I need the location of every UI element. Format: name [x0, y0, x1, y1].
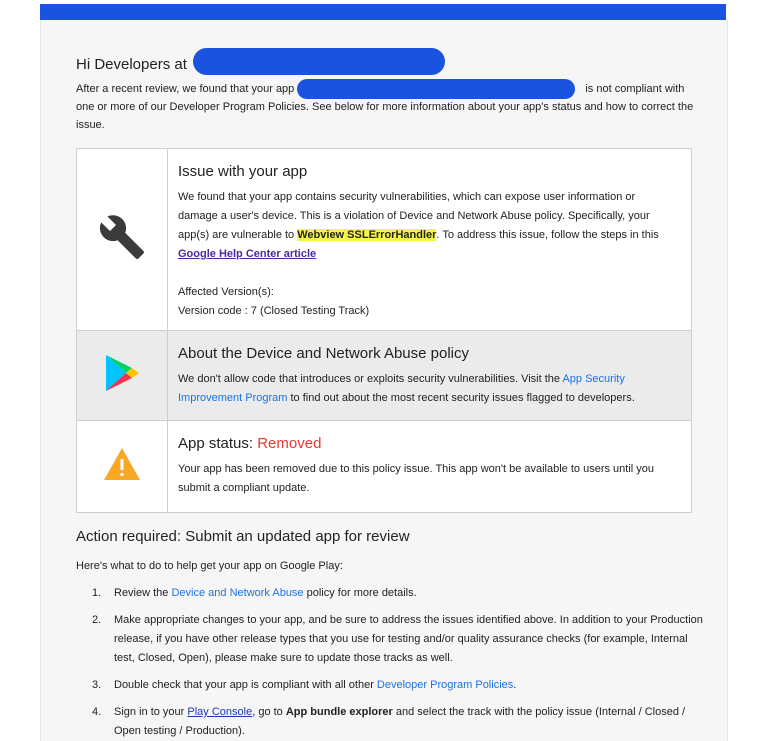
issue-title: Issue with your app — [178, 163, 308, 180]
how-to-text: Here's what to do to help get your app on Google Play: — [76, 560, 343, 572]
affected-versions: Affected Version(s): — [178, 286, 274, 298]
greeting: Hi Developers at — [76, 56, 187, 73]
issue-description: We found that your app contains security vulnerabilities, which can expose user information or damage a user's device. This is a violation of Device and Network Abuse policy. Specifically, your app(s) are vulnerable to Webview SSLErrorHandler. To address this issue, follow the steps in this Google Help Center article — [178, 191, 659, 260]
email-body — [40, 20, 728, 741]
device-network-abuse-link[interactable]: Device and Network Abuse — [171, 587, 304, 599]
list-item: 4. Sign in to your Play Console, go to App bundle explorer and select the track with the policy issue (Internal / Closed / Open testing / Production). — [92, 706, 686, 737]
intro-paragraph: After a recent review, we found that your app is not compliant with one or more of our Developer Program Policies. See below for more information about your app's status and how to correct the issue. — [76, 83, 694, 131]
redacted-developer-name — [193, 48, 445, 75]
steps-list — [76, 576, 706, 741]
version-code: Version code : 7 (Closed Testing Track) — [178, 305, 370, 317]
redacted-app-name — [297, 79, 575, 99]
developer-program-policies-link[interactable]: Developer Program Policies — [376, 679, 514, 691]
wrench-icon — [98, 213, 146, 261]
policy-description: We don't allow code that introduces or exploits security vulnerabilities. Visit the App Security Improvement Program to find out about the most recent security issues flagged to developers. — [178, 373, 635, 404]
help-center-link[interactable]: Google Help Center article — [178, 248, 317, 260]
list-item: 1. Review the Device and Network Abuse policy for more details. — [92, 587, 417, 599]
status-description: Your app has been removed due to this policy issue. This app won't be available to users until you submit a compliant update. — [178, 463, 655, 494]
policy-issue-table — [76, 148, 692, 513]
app-security-link[interactable]: App Security Improvement Program — [178, 373, 625, 404]
play-console-link[interactable]: Play Console — [187, 706, 253, 718]
status-removed: Removed — [257, 435, 322, 452]
status-title: App status: Removed — [178, 435, 322, 452]
list-item: 2. Make appropriate changes to your app, and be sure to address the issues identified above. In addition to your Production release, if you have other release types that you use for testing and/or quality assurance checks (for example, Internal test, Closed, Open), please make sure to update those tracks as well. — [92, 614, 703, 664]
action-title: Action required: Submit an updated app for review — [76, 528, 410, 545]
policy-title: About the Device and Network Abuse policy — [178, 345, 469, 362]
list-item: 3. Double check that your app is compliant with all other Developer Program Policies. — [92, 679, 517, 691]
top-banner — [40, 4, 726, 20]
warning-icon — [102, 446, 142, 482]
google-play-icon — [104, 353, 140, 393]
vulnerability-highlight: Webview SSLErrorHandler — [297, 229, 437, 241]
